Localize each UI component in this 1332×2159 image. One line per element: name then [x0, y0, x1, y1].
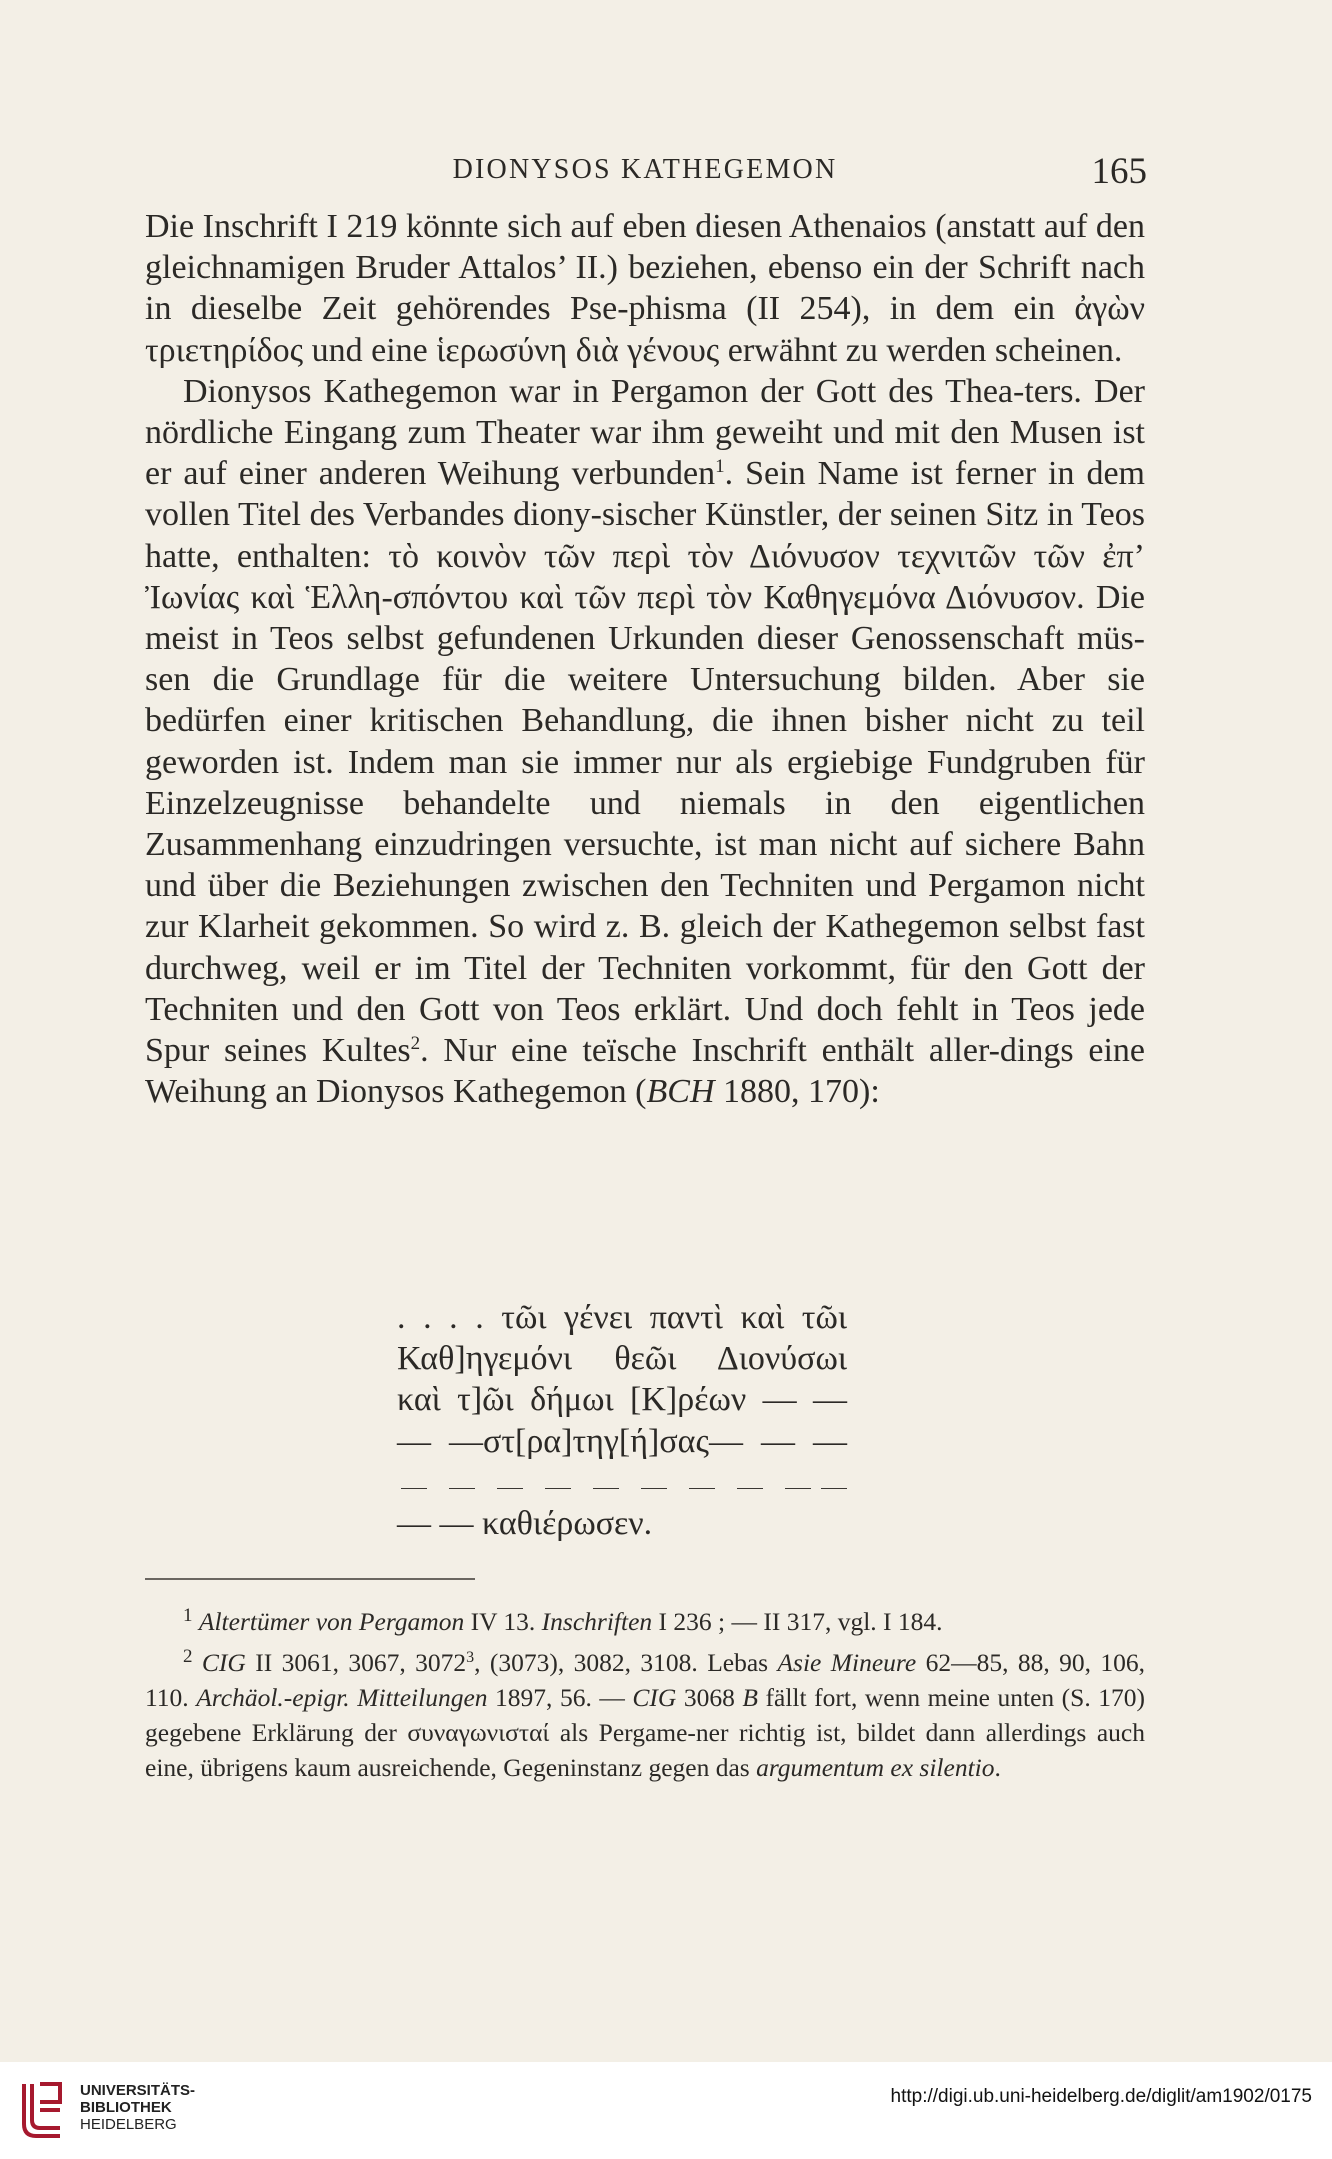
footnote-2-text-a: II 3061, 3067, 3072: [245, 1648, 467, 1677]
logo-line-2: BIBLIOTHEK: [80, 2099, 172, 2116]
footnote-divider: [145, 1578, 475, 1580]
footnote-2-sup: 3: [466, 1649, 475, 1666]
library-logo-icon[interactable]: [16, 2080, 68, 2142]
footnote-ref-2[interactable]: 2: [410, 1033, 421, 1055]
paragraph-2-text-a: Dionysos Kathegemon war in Pergamon der Gott des Thea-ters. Der nördliche Eingang zum Theater war ihm geweiht und mit den Musen ist er auf einer anderen Weihung verbunden: [145, 372, 1145, 493]
footnote-2-mitteilungen: Archäol.-epigr. Mitteilungen: [196, 1683, 488, 1712]
footnote-2-b: B: [742, 1683, 758, 1712]
paragraph-2-text-d: 1880, 170):: [714, 1073, 880, 1111]
library-logo-text[interactable]: [80, 2082, 195, 2133]
footnote-1-text: IV 13.: [464, 1607, 542, 1636]
footnote-2-text-d: 1897, 56. —: [487, 1683, 633, 1712]
footnote-2-text-g: .: [994, 1753, 1001, 1782]
footnote-2-text-e: 3068: [676, 1683, 743, 1712]
page-number: 165: [1091, 151, 1147, 192]
paragraph-2: [145, 371, 1145, 1113]
logo-line-1: UNIVERSITÄTS-: [80, 2082, 196, 2099]
running-title: DIONYSOS KATHEGEMON: [452, 154, 838, 185]
paragraph-1: Die Inschrift I 219 könnte sich auf eben diesen Athenaios (anstatt auf den gleichnamigen Bruder Attalos’ II.) beziehen, ebenso ein der Schrift nach in dieselbe Zeit gehörendes Pse-phisma (II 254), in dem ein ἀγὼν τριετηρίδος und eine ἱερωσύνη διὰ γένους erwähnt zu werden scheinen.: [145, 208, 1145, 369]
inscription-line-1: . . . . τῶι γένει παντὶ καὶ τῶι: [397, 1299, 847, 1336]
inscription-line-6: — — καθιέρωσεν.: [397, 1505, 653, 1542]
paragraph-2-text-c: . Nur eine teïsche Inschrift enthält aller-dings eine Weihung an Dionysos Kathegemon (: [145, 1032, 1145, 1111]
footnote-2-asie-mineure: Asie Mineure: [777, 1648, 917, 1677]
footnote-1-work: Altertümer von Pergamon: [198, 1607, 465, 1636]
footnote-1-text-2: I 236 ; — II 317, vgl. I 184.: [652, 1607, 943, 1636]
paragraph-2-text-b: . Sein Name ist ferner in dem vollen Titel des Verbandes diony-sischer Künstler, der seinen Sitz in Teos hatte, enthalten: τὸ κοινὸν τῶν περὶ τὸν Διόνυσον τεχνιτῶν τῶν ἐπ’ Ἰωνίας καὶ Ἑλλη-σπόντου καὶ τῶν περὶ τὸν Καθηγεμόνα Διόνυσον. Die meist in Teos selbst gefundenen Urkunden dieser Genossenschaft müs-sen die Grundlage für die weitere Untersuchung bilden. Aber sie bedürfen einer kritischen Behandlung, die ihnen bisher nicht zu teil geworden ist. Indem man sie immer nur als ergiebige Fundgruben für Einzelzeugnisse behandelte und niemals in den eigentlichen Zusammenhang einzudringen versuchte, ist man nicht auf sichere Bahn und über die Beziehungen zwischen den Techniten und Pergamon nicht zur Klarheit gekommen. So wird z. B. gleich der Kathegemon selbst fast durchweg, weil er im Titel der Techniten vorkommt, für den Gott der Techniten und den Gott von Teos erklärt. Und doch fehlt in Teos jede Spur seines Kultes: [145, 455, 1145, 1070]
footnote-ref-1[interactable]: 1: [715, 456, 725, 478]
body-text: [145, 206, 1145, 1112]
footnote-2-cig: CIG: [201, 1648, 246, 1677]
footnote-2-number: 2: [183, 1646, 193, 1667]
footnote-1-number: 1: [183, 1605, 193, 1626]
footnotes: [145, 1598, 1145, 1785]
digitization-footer: [0, 2062, 1332, 2159]
inscription-line-4: — —στ[ρα]τηγ[ή]σας— — —: [397, 1422, 847, 1460]
inscription-block: [397, 1297, 847, 1544]
running-head: [145, 150, 1145, 194]
inscription-line-2: Καθ]ηγεμόνι θεῶι Διονύσωι: [397, 1340, 847, 1378]
inscription-line-3: καὶ τ]ῶι δήμωι [Κ]ρέων — —: [397, 1381, 847, 1419]
source-url-link[interactable]: http://digi.ub.uni-heidelberg.de/diglit/am1902/0175: [890, 2086, 1312, 2107]
footnote-2-text-b: , (3073), 3082, 3108. Lebas: [474, 1648, 778, 1677]
footnote-2-text-c: 62—85, 88, 90, 106, 110.: [145, 1648, 1146, 1712]
logo-line-3: HEIDELBERG: [80, 2116, 177, 2133]
footnote-1-work-2: Inschriften: [541, 1607, 653, 1636]
inscription-lacuna-line: [397, 1462, 847, 1503]
footnote-2: [145, 1639, 1145, 1785]
footnote-2-argumentum: argumentum ex silentio: [756, 1753, 995, 1782]
footnote-2-text-f: fällt fort, wenn meine unten (S. 170) gegebene Erklärung der συναγωνισταί als Pergame-ner richtig ist, bildet dann allerdings auch eine, übrigens kaum ausreichende, Gegeninstanz gegen das: [145, 1683, 1146, 1782]
bch-citation: BCH: [646, 1073, 715, 1111]
footnote-2-cig-2: CIG: [632, 1683, 677, 1712]
footnote-1: [145, 1598, 1145, 1639]
